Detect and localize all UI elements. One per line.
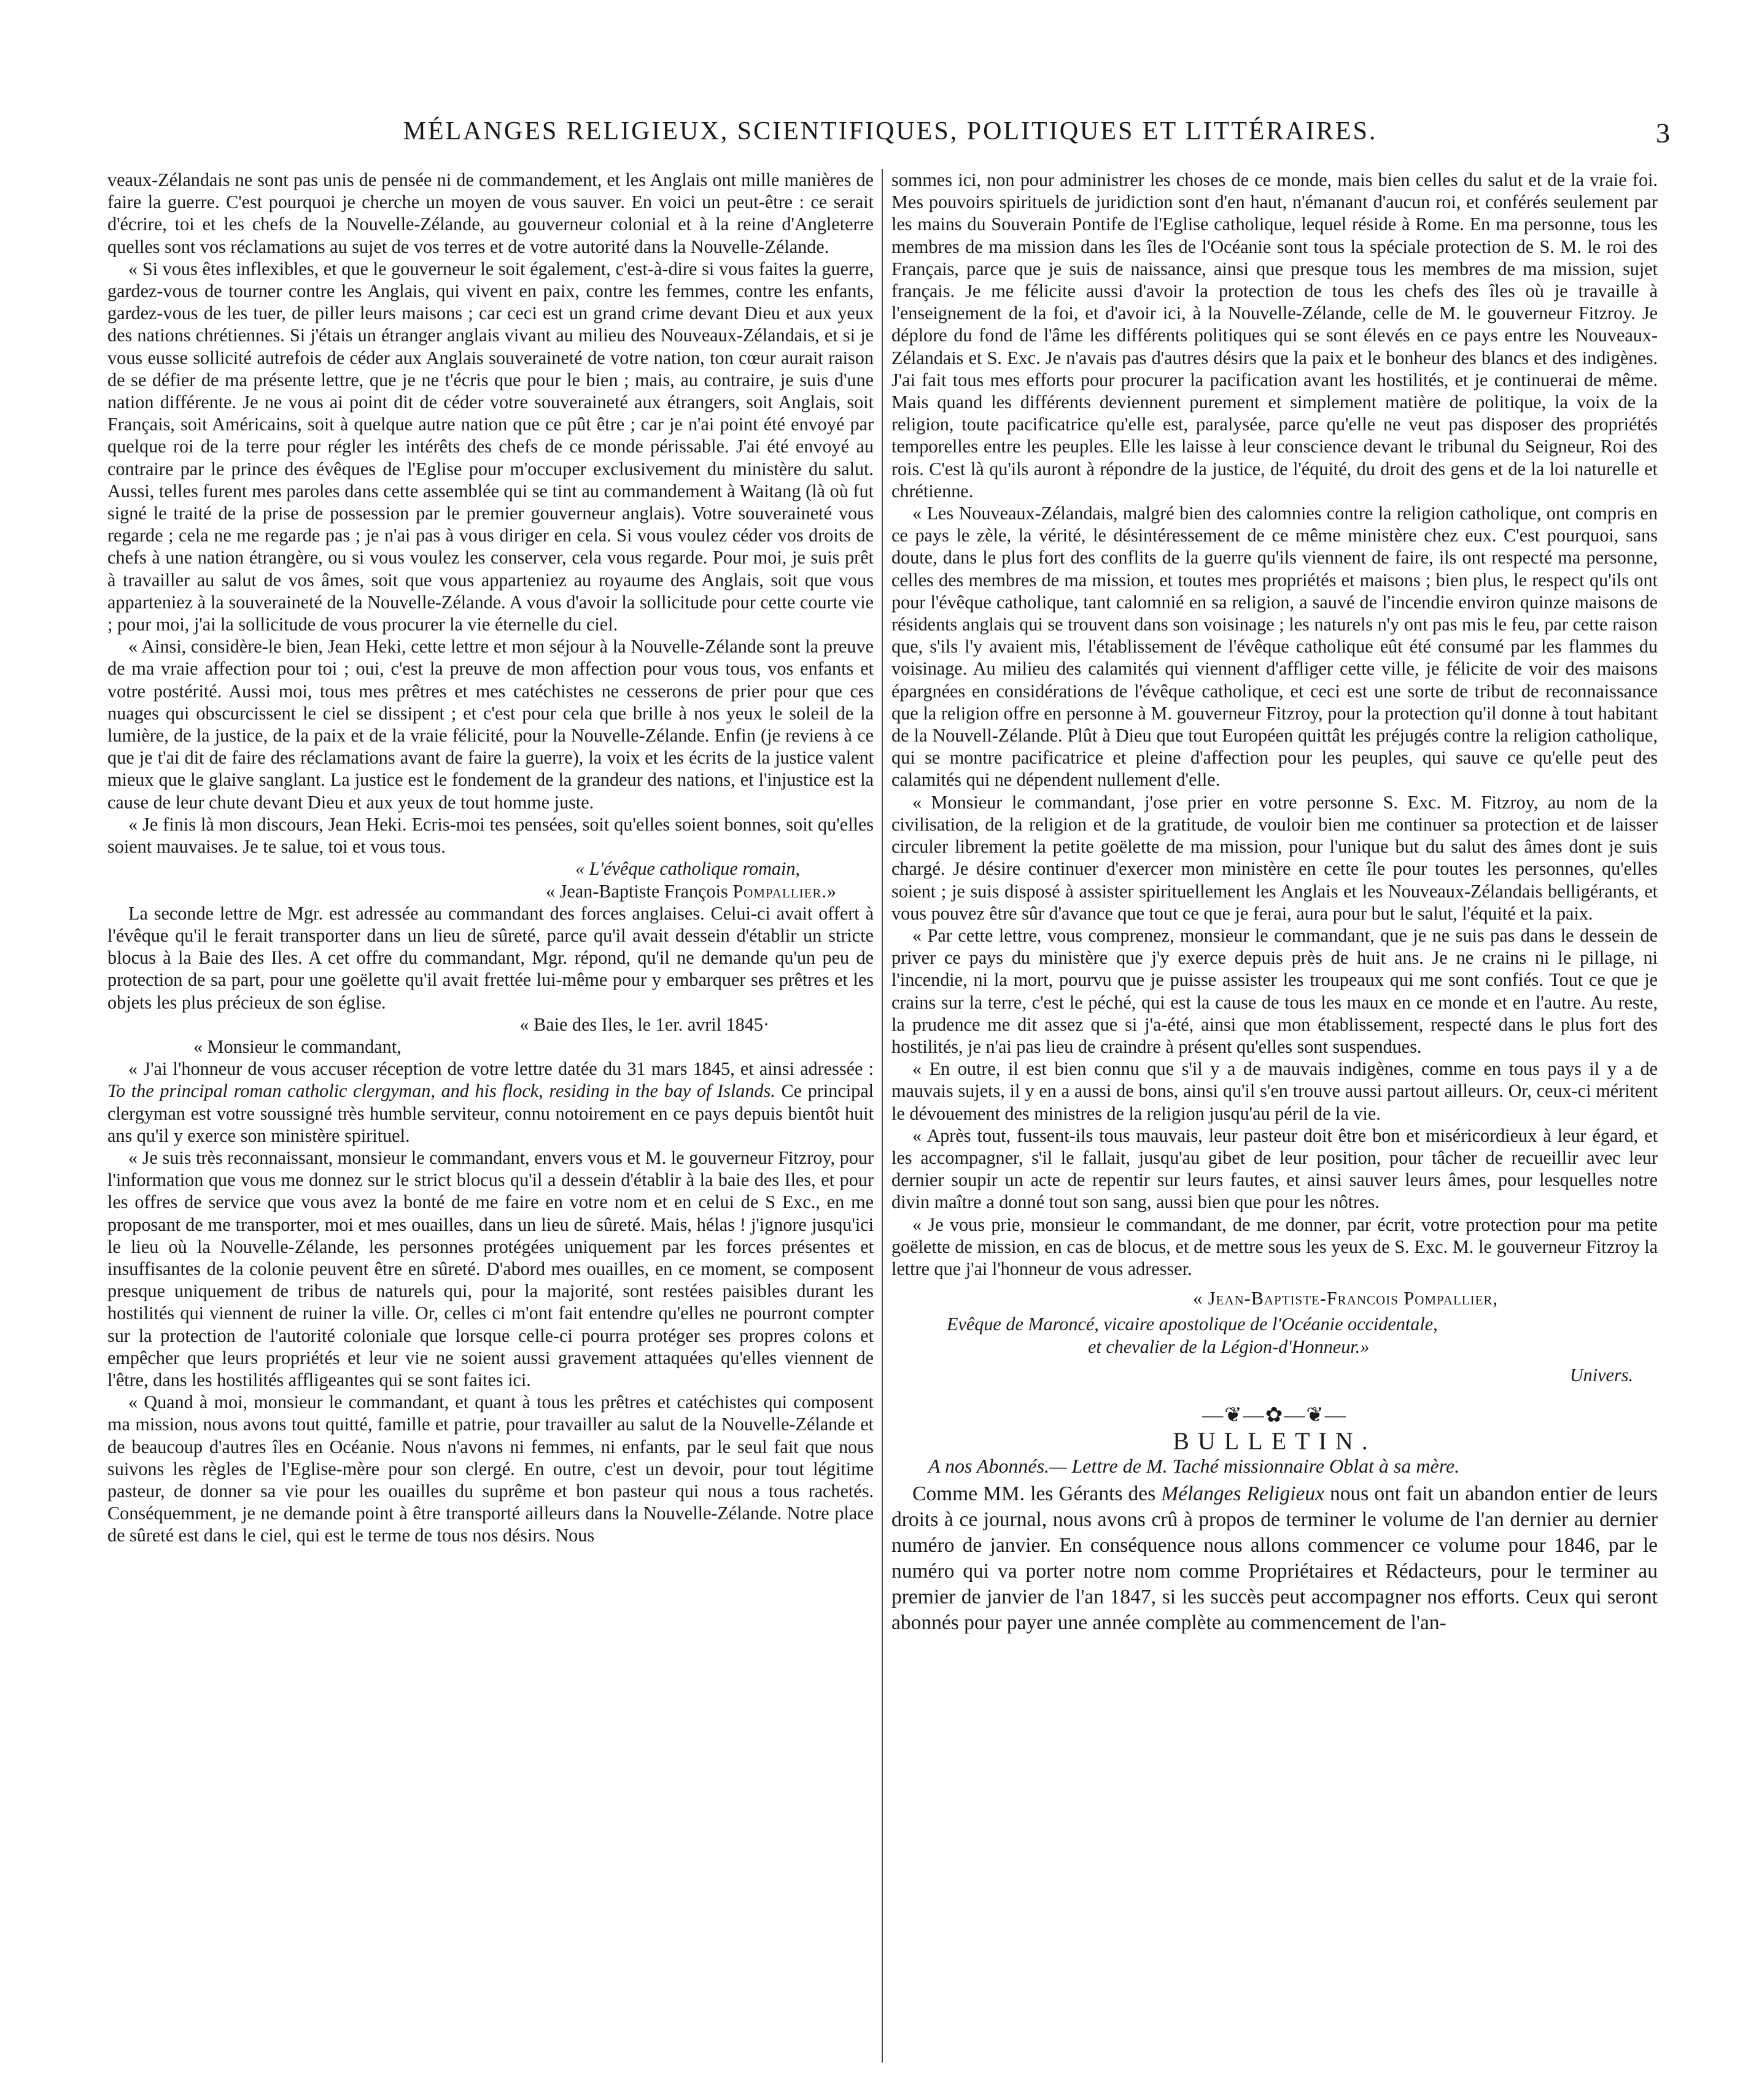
paragraph: « Par cette lettre, vous comprenez, monsieur le commandant, que je ne suis pas dans le dessein de priver ce pays du ministère que j'y exerce depuis près de huit ans. Je ne crains ni le pillage, ni l'incendie, ni la mort, pourvu que je puisse assister les troupeaux qui me sont confiés. Tout ce que je crains sur la terre, c'est le péché, qui est la cause de tous les maux en ce monde et en l'autre. Au reste, la prudence me dit assez que si j'a-été, ainsi que mon établissement, respecté dans le plus fort des hostilités, je n'ai pas lieu de craindre à présent qu'elles sont suspendues. — [891, 924, 1658, 1057]
paragraph: veaux-Zélandais ne sont pas unis de pensée ni de commandement, et les Anglais ont mille manières de faire la guerre. C'est pourquoi je cherche un moyen de vous sauver. En voici un peut-être : ce serait d'écrire, toi et les chefs de la Nouvelle-Zélande, au gouverneur colonial et à la reine d'Angleterre quelles sont vos réclamations au sujet de vos terres et de votre autorité dans la Nouvelle-Zélande. — [107, 169, 874, 257]
italic-address: To the principal roman catholic clergyman, and his flock, residing in the bay of Islands. — [107, 1080, 775, 1102]
paragraph: « Quand à moi, monsieur le commandant, et quant à tous les prêtres et catéchistes qui composent ma mission, nous avons tout quitté, famille et patrie, pour travailler au salut de la Nouvelle-Zélande et de beaucoup d'autres îles en Océanie. Nous n'avons ni femmes, ni enfants, par le seul fait que nous suivons les règles de l'Eglise-mère pour son clergé. En outre, c'est un devoir, pour tout légitime pasteur, de donner sa vie pour les ouailles du suprême et bon pasteur qui nous a tous rachetés. Conséquemment, je ne demande point à être transporté ailleurs dans la Nouvelle-Zélande. Notre place de sûreté est dans le ciel, qui est le terme de tous nos désirs. Nous — [107, 1392, 874, 1546]
signature-title: Evêque de Maroncé, vicaire apostolique de l'Océanie occidentale, — [947, 1314, 1438, 1335]
paragraph: « Les Nouveaux-Zélandais, malgré bien des calomnies contre la religion catholique, ont compris en ce pays le zèle, la vérité, le désintéressement de ce même ministère chez eux. C'est pourquoi, sans doute, dans le plus fort des conflits de la guerre qu'ils viennent de faire, ils ont respecté ma personne, celles des membres de ma mission, et toutes mes propriétés et maisons ; bien plus, le respect qu'ils ont pour l'évêque catholique, tant calomnié en sa religion, a sauvé de l'incendie environ quinze maisons de résidents anglais qui se trouvent dans son voisinage ; les naturels n'y ont pas mis le feu, par cette raison que, s'ils l'y avaient mis, l'établissement de l'évêque catholique eût été consumé par les flammes du voisinage. Au milieu des calamités qui viennent d'affliger cette ville, je félicite de voir des maisons épargnées en considérations de l'évêque catholique, et ceci est une sorte de tribut de reconnaissance que la religion offre en personne à M. gouverneur Fitzroy, pour la protection qu'il donne à tout habitant de la Nouvell-Zélande. Plût à Dieu que tout Européen quittât les préjugés contre la religion catholique, qui se montre pacificatrice et pleine d'affection pour les peuples, qui sauve ce qu'elle peut des calamités qui ne dépendent nullement d'elle. — [891, 503, 1658, 791]
letter-salutation: « Monsieur le commandant, — [193, 1036, 402, 1057]
paragraph: sommes ici, non pour administrer les choses de ce monde, mais bien celles du salut et de la vraie foi. Mes pouvoirs spirituels de juridiction sont d'en haut, n'émanant d'aucun roi, et conférés seulement par les mains du Souverain Pontife de l'Eglise catholique, lequel réside à Rome. En ma personne, tous les membres de ma mission dans les îles de l'Océanie sont tous la spéciale protection de S. M. le roi des Français, parce que je suis de naissance, ainsi que presque tous les membres de ma mission, sujet français. Je me félicite aussi d'avoir la protection de tous les chefs des îles où je travaille à l'enseignement de la foi, et d'avoir ici, à la Nouvelle-Zélande, celle de M. le gouverneur Fitzroy. Je déplore du fond de l'âme les différents politiques qui se sont élevés en ce pays entre les Nouveaux-Zélandais et S. Exc. Je n'avais pas d'autres désirs que la paix et le bonheur des blancs et des indigènes. J'ai fait tous mes efforts pour procurer la pacification avant les hostilités, et je continuerai de même. Mais quand les différents deviennent purement et simplement matière de politique, la voix de la religion, toute pacificatrice qu'elle est, paralysée, parce qu'elle ne veut pas disposer des propriétés temporelles entre les peuples. Elle les laisse à leur conscience devant le tribunal du Seigneur, Roi des rois. C'est là qu'ils auront à répondre de la justice, de l'équité, du droit des gens et de la loi naturelle et chrétienne. — [891, 169, 1658, 502]
bulletin-paragraph — [891, 1481, 1658, 1636]
signature-prefix: « Jean-Baptiste François — [546, 880, 733, 902]
signature-name: « Jean-Baptiste-Francois Pompallier, — [1193, 1288, 1498, 1309]
column-rule — [882, 169, 883, 2063]
text-run: Ce principal clergyman est votre soussigné très humble serviteur, connu notoirement en ce pays depuis bientôt huit ans qu'il y exerce son ministère spirituel. — [107, 1080, 874, 1146]
italic-title: Mélanges Religieux — [1161, 1482, 1325, 1505]
ornament-divider: —❦—✿—❦— — [1202, 1403, 1347, 1427]
text-run: « J'ai l'honneur de vous accuser réception de votre lettre datée du 31 mars 1845, et ainsi adressée : — [128, 1058, 874, 1080]
bulletin-heading: BULLETIN. — [1173, 1427, 1377, 1455]
paragraph: « Je suis très reconnaissant, monsieur le commandant, envers vous et M. le gouverneur Fitzroy, pour l'information que vous me donnez sur le strict blocus qu'il a dessein d'établir à la baie des Iles, et pour les offres de service que vous avez la bonté de me faire en votre nom et en celui de S Exc., en me proposant de me transporter, moi et mes ouailles, dans un lieu de sûreté. Mais, hélas ! j'ignore jusqu'ici le lieu où la Nouvelle-Zélande, les personnes protégées uniquement par les forces présentes et insuffisantes de la colonie peuvent être en sûreté. D'abord mes ouailles, en ce moment, se composent presque uniquement de tribus de naturels qui, pour la majorité, sont restées paisibles durant les hostilités qui viennent de ruiner la ville. Or, celles ci m'ont fait entendre qu'elles ne pourront compter sur la protection de l'autorité coloniale que lorsque celle-ci pourra protéger ses propres colons et empêcher que leurs propriétés et leur vie ne soient aussi gravement attaquées qu'elles viennent de l'être, dans les hostilités affligeantes qui se sont faites ici. — [107, 1147, 874, 1390]
source-credit: Univers. — [1569, 1364, 1633, 1385]
paragraph: « Je finis là mon discours, Jean Heki. Ecris-moi tes pensées, soit qu'elles soient bonnes, soit qu'elles soient mauvaises. Je te salue, toi et vous tous. — [107, 813, 874, 858]
letter-dateline: « Baie des Iles, le 1er. avril 1845· — [519, 1013, 769, 1035]
paragraph: « Après tout, fussent-ils tous mauvais, leur pasteur doit être bon et miséricordieux à leur égard, et les accompagner, s'il le fallait, jusqu'au gibet de leur position, pour tâcher de recueillir avec leur dernier soupir un acte de repentir sur leurs fautes, et ainsi sauver leurs âmes, pour lesquelles notre divin maître a donné tout son sang, aussi bien que pour les nôtres. — [891, 1125, 1658, 1213]
paragraph: La seconde lettre de Mgr. est adressée au commandant des forces anglaises. Celui-ci avait offert à l'évêque qu'il le ferait transporter dans un lieu de sûreté, parce qu'il avait dessein d'établir un stricte blocus à la Baie des Iles. A cet offre du commandant, Mgr. répond, qu'il ne demande qu'un peu de protection de sa part, pour une goëlette qu'il avait frettée lui-même pour y embarquer ses prêtres et les objets les plus précieux de son église. — [107, 902, 874, 1013]
right-column — [891, 169, 1658, 2063]
paragraph: « Je vous prie, monsieur le commandant, de me donner, par écrit, votre protection pour ma petite goëlette de mission, en cas de blocus, et de mettre sous les yeux de S. Exc. M. le gouverneur Fitzroy la lettre que j'ai l'honneur de vous adresser. — [891, 1214, 1658, 1279]
signature-name — [107, 880, 874, 902]
paragraph: « Ainsi, considère-le bien, Jean Heki, cette lettre et mon séjour à la Nouvelle-Zélande sont la preuve de ma vraie affection pour toi ; oui, c'est la preuve de mon affection pour vous tous, vos enfants et votre postérité. Aussi moi, tous mes prêtres et mes catéchistes ne cesserons de prier pour que ces nuages qui obscurcissent le ciel se dissipent ; et c'est pour cela que brille à nos yeux le soleil de la lumière, de la justice, de la paix et de la vraie félicité, pour la Nouvelle-Zélande. Enfin (je reviens à ce que je t'ai dit de faire des réclamations avant de faire la guerre), la voix et les écrits de la justice valent mieux que le glaive sanglant. La justice est le fondement de la grandeur des nations, et l'injustice est la cause de leur chute devant Dieu et aux yeux de tout homme juste. — [107, 636, 874, 813]
signature-surname: Pompallier.» — [732, 880, 837, 902]
paragraph — [107, 1058, 874, 1147]
paragraph: « Monsieur le commandant, j'ose prier en votre personne S. Exc. M. Fitzroy, au nom de la civilisation, de la religion et de la gratitude, de vouloir bien me continuer sa protection et de laisser circuler librement la petite goëlette de ma mission, pour l'unique but du salut des âmes dont je suis chargé. Je désire continuer d'exercer mon ministère en cette île pour toutes les personnes, qu'elles soient ; je suis disposé à assister spirituellement les Anglais et les Nouveaux-Zélandais belligérants, et vous pouvez être sûr d'avance que tout ce que je ferai, aura pour but le salut, l'équité et la paix. — [891, 791, 1658, 924]
text-run: Comme MM. les Gérants des — [912, 1482, 1162, 1505]
page-header — [111, 117, 1670, 160]
bulletin-subheading: A nos Abonnés.— Lettre de M. Taché missionnaire Oblat à sa mère. — [928, 1455, 1460, 1478]
text-run: nous ont fait un abandon entier de leurs droits à ce journal, nous avons crû à propos de terminer le volume de l'an dernier au dernier numéro de janvier. En conséquence nous allons commencer ce volume pour 1846, par le numéro qui va porter notre nom comme Propriétaires et Rédacteurs, pour le terminer au premier de janvier de l'an 1847, si les succès peut accompagner nos efforts. Ceux qui seront abonnés pour payer une année complète au commencement de l'an- — [891, 1482, 1658, 1634]
page-number: 3 — [1656, 117, 1670, 149]
signature-line: « L'évêque catholique romain, — [575, 858, 800, 880]
signature-title: et chevalier de la Légion-d'Honneur.» — [1088, 1336, 1370, 1357]
running-title: MÉLANGES RELIGIEUX, SCIENTIFIQUES, POLITIQUES ET LITTÉRAIRES. — [403, 117, 1378, 145]
paragraph: « Si vous êtes inflexibles, et que le gouverneur le soit également, c'est-à-dire si vous faites la guerre, gardez-vous de tourner contre les Anglais, qui vivent en paix, contre les femmes, contre les enfants, gardez-vous de les tuer, de piller leurs maisons ; car ceci est un grand crime devant Dieu et aux yeux des nations chrétiennes. Si j'étais un étranger anglais vivant au milieu des Nouveaux-Zélandais, et si je vous eusse sollicité autrefois de céder aux Anglais souveraineté de votre nation, ton cœur aurait raison de se défier de ma présente lettre, que je ne t'écris que pour le bien ; mais, au contraire, je suis d'une nation différente. Je ne vous ai point dit de céder votre souveraineté aux étrangers, soit Anglais, soit Français, soit Américains, soit à quelque autre nation que ce pût être ; car je n'ai point été envoyé par quelque roi de la terre pour régler les intérêts des chefs de ce monde périssable. J'ai été envoyé au contraire par le prince des évêques de l'Eglise pour m'occuper exclusivement du ministère du salut. Aussi, telles furent mes paroles dans cette assemblée qui se tint au commandement à Waitang (là où fut signé le traité de la prise de possession par le premier gouverneur anglais). Votre souveraineté vous regarde ; cela ne me regarde pas ; je n'ai pas à vous diriger en cela. Si vous voulez céder vos droits de chefs à une nation étrangère, ou si vous voulez les conserver, cela vous regarde. Pour moi, je suis prêt à travailler au salut de vos âmes, soit que vous apparteniez au royaume des Anglais, soit que vous apparteniez à la souveraineté de la Nouvelle-Zélande. A vous d'avoir la sollicitude pour cette courte vie ; pour moi, j'ai la sollicitude de vous procurer la vie éternelle du ciel. — [107, 258, 874, 635]
left-column — [107, 169, 874, 2063]
paragraph: « En outre, il est bien connu que s'il y a de mauvais indigènes, comme en tous pays il y a de mauvais sujets, il y en a aussi de bons, ainsi qu'il s'en trouve aussi partout ailleurs. Or, ceux-ci méritent le dévouement des ministres de la religion jusqu'au péril de la vie. — [891, 1058, 1658, 1124]
